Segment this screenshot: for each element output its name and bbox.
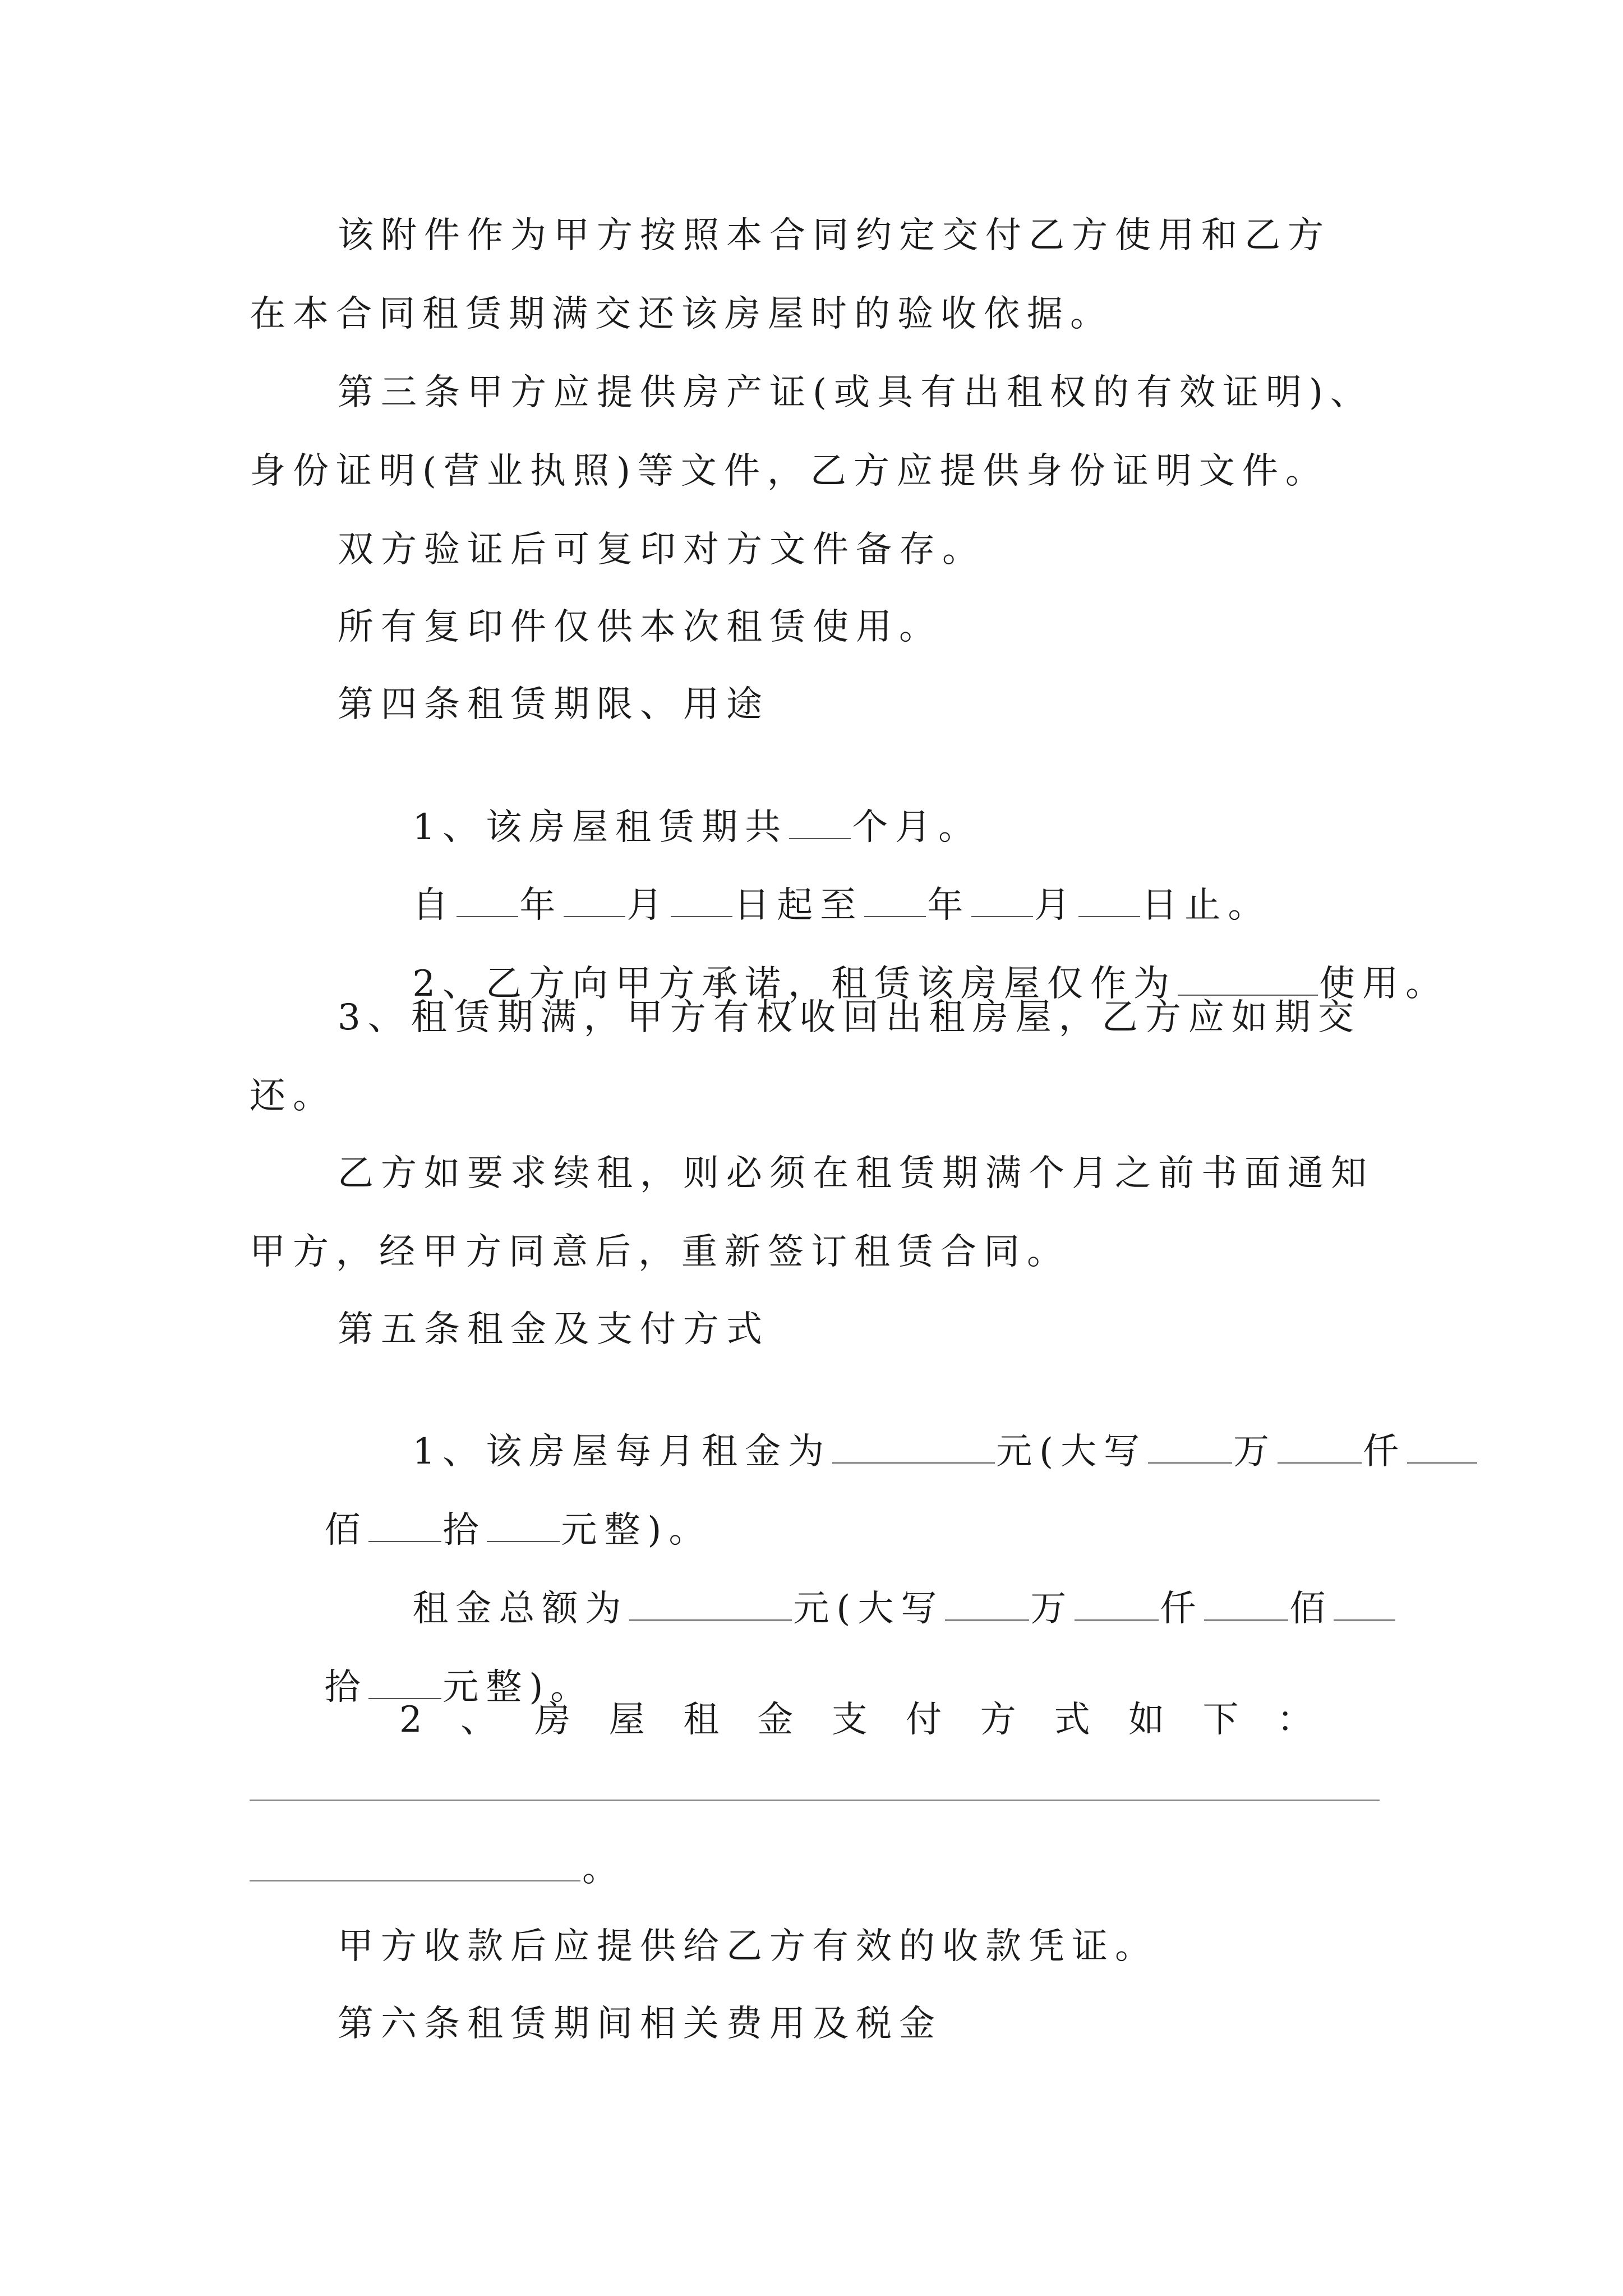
paragraph-line: 还。 bbox=[250, 1075, 336, 1117]
month-label: 月 bbox=[626, 885, 670, 926]
blank-bai bbox=[1204, 1614, 1288, 1621]
blank-qian bbox=[1278, 1457, 1362, 1464]
blank-payment-method-end bbox=[250, 1880, 580, 1881]
shi-label: 拾 bbox=[324, 1667, 368, 1708]
qian-label: 仟 bbox=[1363, 1431, 1407, 1473]
usage-suffix: 使用。 bbox=[1319, 963, 1449, 1005]
yuan-zheng-label: 元整)。 bbox=[442, 1667, 594, 1708]
paragraph-line: 在本合同租赁期满交还该房屋时的验收依据。 bbox=[250, 293, 1113, 335]
from-label: 自 bbox=[412, 885, 456, 926]
blank-bai bbox=[1407, 1457, 1477, 1464]
article-3-line: 第三条甲方应提供房产证(或具有出租权的有效证明)、 bbox=[338, 372, 1373, 413]
payment-method-line: 2 、 房 屋 租 金 支 付 方 式 如 下 ： bbox=[399, 1699, 1326, 1741]
blank-shi bbox=[1334, 1614, 1395, 1621]
blank-qian bbox=[1075, 1614, 1159, 1621]
expiry-line: 3、租赁期满，甲方有权收回出租房屋，乙方应如期交 bbox=[338, 997, 1361, 1038]
months-suffix: 个月。 bbox=[852, 807, 982, 848]
wan-label: 万 bbox=[1030, 1588, 1074, 1630]
yuan-zheng-label: 元整)。 bbox=[561, 1510, 712, 1551]
shi-label: 拾 bbox=[442, 1510, 486, 1551]
year-label: 年 bbox=[927, 885, 971, 926]
usage-label: 2、乙方向甲方承诺，租赁该房屋仅作为 bbox=[412, 963, 1177, 1005]
lease-term-label: 1、该房屋租赁期共 bbox=[412, 807, 789, 848]
blank-wan bbox=[1148, 1457, 1232, 1464]
paragraph-line: 双方验证后可复印对方文件备存。 bbox=[338, 529, 985, 570]
bai-label: 佰 bbox=[324, 1510, 368, 1551]
paragraph-line: 该附件作为甲方按照本合同约定交付乙方使用和乙方 bbox=[338, 215, 1331, 256]
bai-label: 佰 bbox=[1289, 1588, 1333, 1630]
blank-monthly-rent bbox=[832, 1457, 995, 1464]
blank-total-rent bbox=[629, 1614, 792, 1621]
receipt-line: 甲方收款后应提供给乙方有效的收款凭证。 bbox=[338, 1926, 1158, 1967]
blank-payment-method bbox=[250, 1800, 1380, 1801]
paragraph-line: 所有复印件仅供本次租赁使用。 bbox=[338, 606, 942, 648]
qian-label: 仟 bbox=[1160, 1588, 1204, 1630]
year-label: 年 bbox=[519, 885, 563, 926]
article-5-heading: 第五条租金及支付方式 bbox=[338, 1309, 769, 1350]
wan-label: 万 bbox=[1233, 1431, 1277, 1473]
yuan-daxie-label: 元(大写 bbox=[996, 1431, 1147, 1473]
paragraph-line: 身份证明(营业执照)等文件，乙方应提供身份证明文件。 bbox=[250, 450, 1329, 492]
month-label: 月 bbox=[1034, 885, 1078, 926]
monthly-rent-label: 1、该房屋每月租金为 bbox=[412, 1431, 832, 1473]
paragraph-line: 甲方，经甲方同意后，重新签订租赁合同。 bbox=[250, 1231, 1070, 1273]
renewal-line: 乙方如要求续租，则必须在租赁期满个月之前书面通知 bbox=[338, 1153, 1374, 1194]
article-4-heading: 第四条租赁期限、用途 bbox=[338, 684, 769, 725]
total-rent-label: 租金总额为 bbox=[412, 1588, 629, 1630]
day-end-label: 日止。 bbox=[1141, 885, 1271, 926]
day-to-label: 日起至 bbox=[734, 885, 864, 926]
blank-wan bbox=[945, 1614, 1029, 1621]
yuan-daxie-label: 元(大写 bbox=[793, 1588, 944, 1630]
article-6-heading: 第六条租赁期间相关费用及税金 bbox=[338, 2003, 942, 2045]
payment-method-end: 。 bbox=[582, 1848, 625, 1890]
